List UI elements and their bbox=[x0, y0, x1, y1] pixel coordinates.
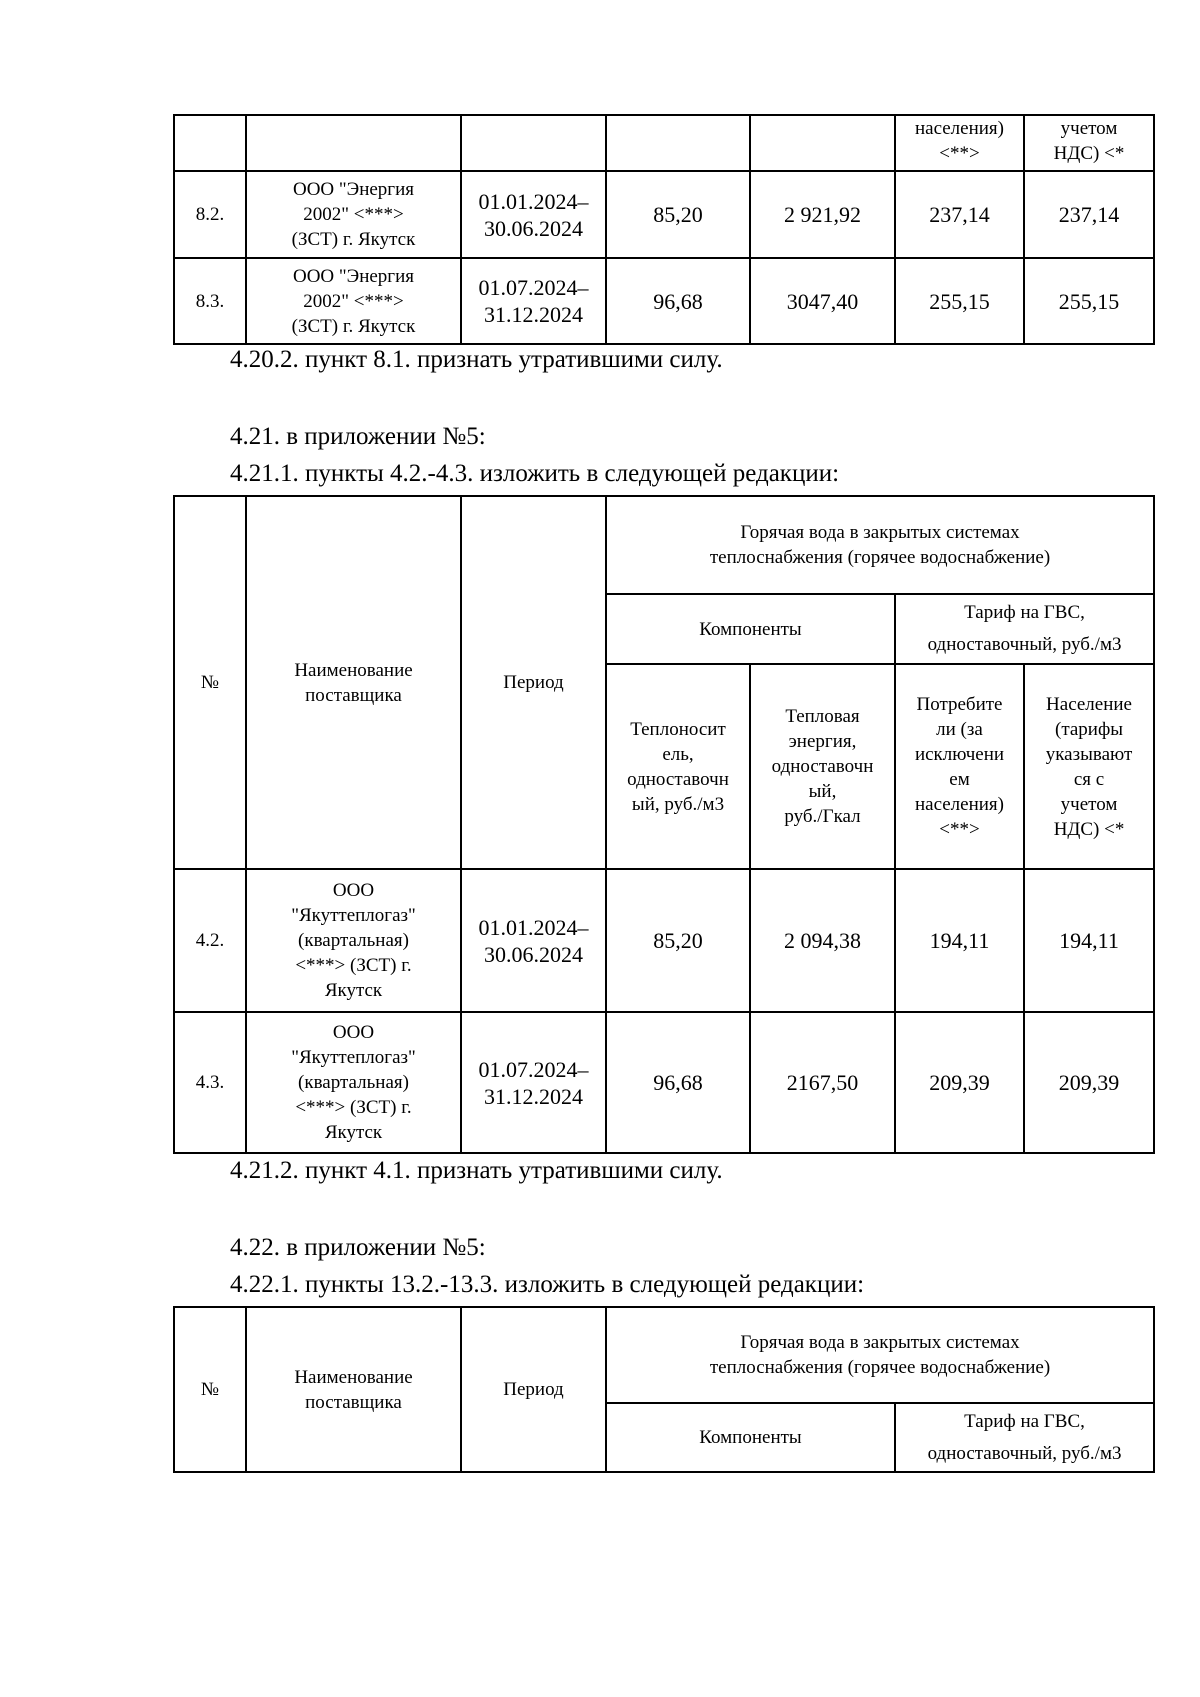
tariff-table-continued bbox=[173, 114, 1155, 345]
supplier-name: ООО "Энергия 2002" <***> (ЗСТ) г. Якутск bbox=[246, 171, 461, 258]
row-number: 4.2. bbox=[174, 869, 246, 1012]
population-tariff: 209,39 bbox=[1024, 1012, 1154, 1153]
table-header-continuation bbox=[174, 115, 1154, 171]
header-period: Период bbox=[461, 1307, 606, 1472]
header-period: Период bbox=[461, 496, 606, 869]
header-number: № bbox=[174, 1307, 246, 1472]
period: 01.07.2024– 31.12.2024 bbox=[461, 1012, 606, 1153]
carrier-value: 96,68 bbox=[606, 258, 750, 344]
table-row bbox=[174, 258, 1154, 344]
consumers-tariff: 237,14 bbox=[895, 171, 1024, 258]
paragraph-4-21: 4.21. в приложении №5: bbox=[230, 423, 486, 450]
paragraph-4-22-1: 4.22.1. пункты 13.2.-13.3. изложить в следующей редакции: bbox=[230, 1271, 865, 1298]
energy-value: 2 094,38 bbox=[750, 869, 895, 1012]
header-supplier: Наименование поставщика bbox=[246, 1307, 461, 1472]
consumers-tariff: 255,15 bbox=[895, 258, 1024, 344]
carrier-value: 85,20 bbox=[606, 869, 750, 1012]
paragraph-4-20-2: 4.20.2. пункт 8.1. признать утратившими силу. bbox=[230, 346, 723, 373]
row-number: 8.2. bbox=[174, 171, 246, 258]
carrier-value: 85,20 bbox=[606, 171, 750, 258]
header-number: № bbox=[174, 496, 246, 869]
header-population-tail: учетом НДС) <* bbox=[1024, 115, 1154, 171]
header-tariff: Тариф на ГВС, одноставочный, руб./м3 bbox=[895, 594, 1154, 664]
consumers-tariff: 194,11 bbox=[895, 869, 1024, 1012]
header-carrier: Теплоносит ель, одноставочн ый, руб./м3 bbox=[606, 664, 750, 869]
tariff-table-appendix5-items-4 bbox=[173, 495, 1155, 1154]
population-tariff: 194,11 bbox=[1024, 869, 1154, 1012]
population-tariff: 255,15 bbox=[1024, 258, 1154, 344]
table-row bbox=[174, 171, 1154, 258]
tariff-table-appendix5-items-13 bbox=[173, 1306, 1155, 1473]
header-components: Компоненты bbox=[606, 594, 895, 664]
table-row bbox=[174, 869, 1154, 1012]
period: 01.07.2024– 31.12.2024 bbox=[461, 258, 606, 344]
header-hot-water-group: Горячая вода в закрытых системах теплоснабжения (горячее водоснабжение) bbox=[606, 1307, 1154, 1403]
supplier-name: ООО "Якуттеплогаз" (квартальная) <***> (ЗСТ) г. Якутск bbox=[246, 1012, 461, 1153]
energy-value: 3047,40 bbox=[750, 258, 895, 344]
row-number: 4.3. bbox=[174, 1012, 246, 1153]
table-row bbox=[174, 1012, 1154, 1153]
energy-value: 2167,50 bbox=[750, 1012, 895, 1153]
table-header-row bbox=[174, 496, 1154, 594]
population-tariff: 237,14 bbox=[1024, 171, 1154, 258]
supplier-name: ООО "Энергия 2002" <***> (ЗСТ) г. Якутск bbox=[246, 258, 461, 344]
table-header-row bbox=[174, 1307, 1154, 1403]
header-tariff: Тариф на ГВС, одноставочный, руб./м3 bbox=[895, 1403, 1154, 1472]
period: 01.01.2024– 30.06.2024 bbox=[461, 171, 606, 258]
header-population: Население (тарифы указывают ся с учетом НДС) <* bbox=[1024, 664, 1154, 869]
header-consumers-tail: населения) <**> bbox=[895, 115, 1024, 171]
paragraph-4-21-2: 4.21.2. пункт 4.1. признать утратившими силу. bbox=[230, 1157, 723, 1184]
header-hot-water-group: Горячая вода в закрытых системах теплоснабжения (горячее водоснабжение) bbox=[606, 496, 1154, 594]
consumers-tariff: 209,39 bbox=[895, 1012, 1024, 1153]
row-number: 8.3. bbox=[174, 258, 246, 344]
paragraph-4-21-1: 4.21.1. пункты 4.2.-4.3. изложить в следующей редакции: bbox=[230, 460, 840, 487]
header-energy: Тепловая энергия, одноставочн ый, руб./Гкал bbox=[750, 664, 895, 869]
header-supplier: Наименование поставщика bbox=[246, 496, 461, 869]
header-components: Компоненты bbox=[606, 1403, 895, 1472]
supplier-name: ООО "Якуттеплогаз" (квартальная) <***> (ЗСТ) г. Якутск bbox=[246, 869, 461, 1012]
carrier-value: 96,68 bbox=[606, 1012, 750, 1153]
paragraph-4-22: 4.22. в приложении №5: bbox=[230, 1234, 486, 1261]
header-consumers: Потребите ли (за исключени ем населения) <**> bbox=[895, 664, 1024, 869]
period: 01.01.2024– 30.06.2024 bbox=[461, 869, 606, 1012]
energy-value: 2 921,92 bbox=[750, 171, 895, 258]
